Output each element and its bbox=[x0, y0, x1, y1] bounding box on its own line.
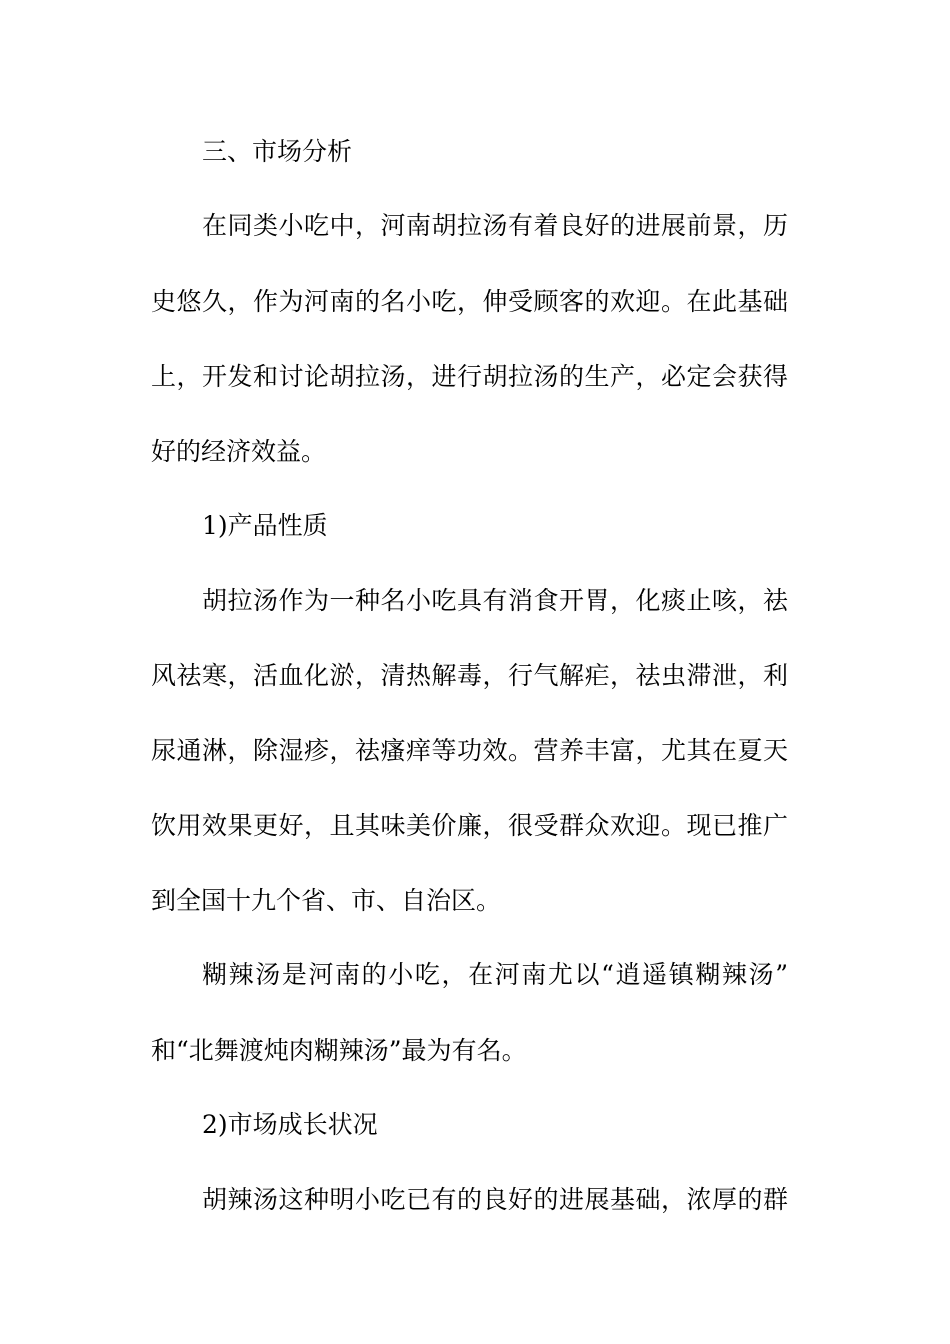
paragraph-text: 糊辣汤是河南的小吃，在河南尤以“逍遥镇糊辣汤” bbox=[202, 960, 788, 989]
paragraph-line bbox=[0, 1031, 950, 1071]
paragraph-text: 饮用效果更好，且其味美价廉，很受群众欢迎。现已推广 bbox=[151, 811, 788, 840]
paragraph-line bbox=[0, 581, 950, 621]
section-heading-text: 三、市场分析 bbox=[202, 137, 353, 166]
paragraph-line bbox=[0, 1180, 950, 1220]
paragraph-line bbox=[0, 357, 950, 397]
paragraph-text: 胡辣汤这种明小吃已有的良好的进展基础，浓厚的群 bbox=[202, 1185, 788, 1214]
paragraph-line bbox=[0, 432, 950, 472]
paragraph-line bbox=[0, 656, 950, 696]
subheading bbox=[0, 1105, 950, 1145]
paragraph-line bbox=[0, 206, 950, 246]
subheading-text: 1)产品性质 bbox=[202, 511, 328, 540]
paragraph-text: 好的经济效益。 bbox=[151, 437, 327, 466]
paragraph-text: 到全国十九个省、市、自治区。 bbox=[151, 886, 502, 915]
paragraph-text: 上，开发和讨论胡拉汤，进行胡拉汤的生产，必定会获得 bbox=[151, 362, 788, 391]
paragraph-line bbox=[0, 282, 950, 322]
paragraph-line bbox=[0, 731, 950, 771]
section-heading bbox=[0, 132, 950, 172]
paragraph-line bbox=[0, 806, 950, 846]
paragraph-text: 在同类小吃中，河南胡拉汤有着良好的进展前景，历 bbox=[202, 211, 788, 240]
paragraph-line bbox=[0, 881, 950, 921]
paragraph-text: 风祛寒，活血化淤，清热解毒，行气解疟，祛虫滞泄，利 bbox=[151, 661, 788, 690]
paragraph-text: 史悠久，作为河南的名小吃，伸受顾客的欢迎。在此基础 bbox=[151, 287, 788, 316]
paragraph-text: 尿通淋，除湿疹，祛瘙痒等功效。营养丰富，尤其在夏天 bbox=[151, 736, 788, 765]
paragraph-line bbox=[0, 955, 950, 995]
subheading-text: 2)市场成长状况 bbox=[202, 1110, 378, 1139]
subheading bbox=[0, 506, 950, 546]
paragraph-text: 胡拉汤作为一种名小吃具有消食开胃，化痰止咳，祛 bbox=[202, 586, 788, 615]
paragraph-text: 和“北舞渡炖肉糊辣汤”最为有名。 bbox=[151, 1036, 527, 1065]
